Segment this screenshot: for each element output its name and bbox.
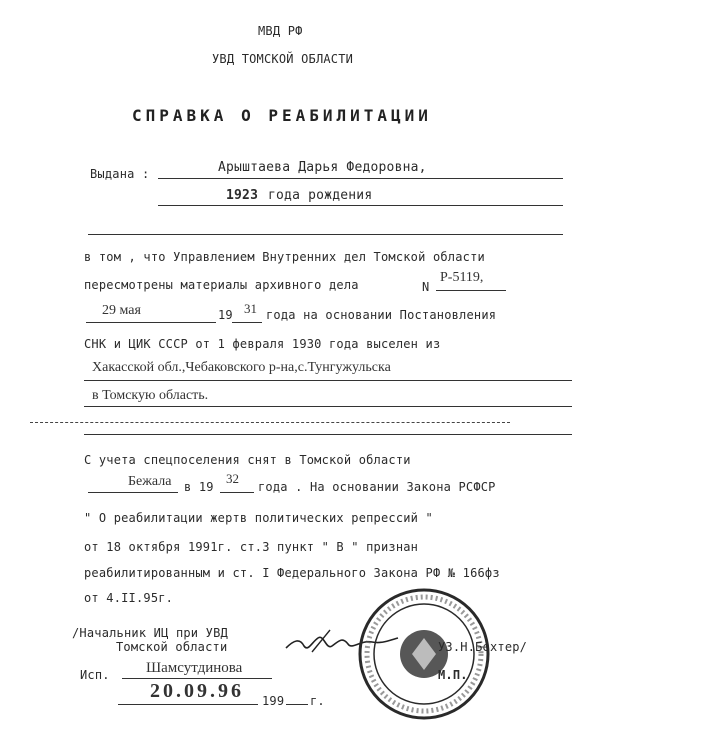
place-to-underline: [84, 406, 572, 407]
status-underline: [88, 492, 178, 493]
body2-year-underline: [220, 492, 254, 493]
date-footer-year: 199: [262, 694, 285, 708]
document-title: СПРАВКА О РЕАБИЛИТАЦИИ: [132, 106, 432, 125]
body1-line3-rest: года на основании Постановления: [266, 308, 497, 322]
official-stamp-seal: [354, 584, 494, 724]
status-word: Бежала: [128, 474, 172, 489]
body2-line3: " О реабилитации жертв политических репрессий ": [84, 511, 433, 525]
birth-suffix: года рождения: [268, 188, 373, 203]
body2-line1: С учета спецпоселения снят в Томской области: [84, 453, 411, 467]
header-department: УВД ТОМСКОЙ ОБЛАСТИ: [212, 52, 354, 66]
stamp-initials: М.П.: [438, 668, 468, 682]
date-footer-year-underline: [286, 704, 308, 705]
body2-line4: от 18 октября 1991г. ст.3 пункт " В " признан: [84, 540, 419, 554]
year-prefix: 19: [218, 308, 233, 322]
file-number: Р-5119,: [440, 270, 484, 285]
recipient-name: Арыштаева Дарья Федоровна,: [218, 160, 427, 175]
body1-line2: пересмотрены материалы архивного дела: [84, 278, 359, 292]
date-footer-underline: [118, 704, 258, 705]
file-number-label: N: [422, 280, 430, 294]
blank-line-1: [88, 234, 563, 235]
signatory-name: УЗ.Н.Бехтер/: [438, 640, 528, 654]
handwritten-date: 20.09.96: [150, 680, 244, 702]
birth-underline: [158, 205, 563, 206]
executor-name: Шамсутдинова: [146, 660, 243, 676]
blank-line-3: [84, 434, 572, 435]
birth-year: 1923: [226, 188, 259, 203]
body2-year-suffix: 32: [226, 471, 239, 486]
body2-line6: от 4.II.95г.: [84, 591, 174, 605]
body2-line5: реабилитированным и ст. I Федерального Закона РФ № 166фз: [84, 566, 500, 580]
date-day-underline: [86, 322, 216, 323]
signatory-position-1: /Начальник ИЦ при УВД: [72, 626, 228, 640]
body2-year-prefix: в 19: [184, 480, 214, 494]
executor-label: Исп.: [80, 668, 110, 682]
issued-label: Выдана :: [90, 167, 150, 181]
place-from-underline: [84, 380, 572, 381]
place-to: в Томскую область.: [92, 388, 209, 403]
date-day: 29 мая: [102, 303, 141, 318]
place-from: Хакасской обл.,Чебаковского р-на,с.Тунгужульска: [92, 360, 391, 375]
year-suffix: 31: [244, 301, 257, 316]
signatory-position-2: Томской области: [116, 640, 228, 654]
header-ministry: МВД РФ: [258, 24, 303, 38]
date-footer-suffix: г.: [310, 694, 325, 708]
body1-line4: СНК и ЦИК СССР от 1 февраля 1930 года выселен из: [84, 337, 441, 351]
blank-line-2: [30, 422, 510, 423]
body2-line2-rest: года . На основании Закона РСФСР: [258, 480, 496, 494]
year-underline: [232, 322, 262, 323]
body1-line1: в том , что Управлением Внутренних дел Томской области: [84, 250, 485, 264]
recipient-name-underline: [158, 178, 563, 179]
executor-underline: [122, 678, 272, 679]
file-number-underline: [436, 290, 506, 291]
